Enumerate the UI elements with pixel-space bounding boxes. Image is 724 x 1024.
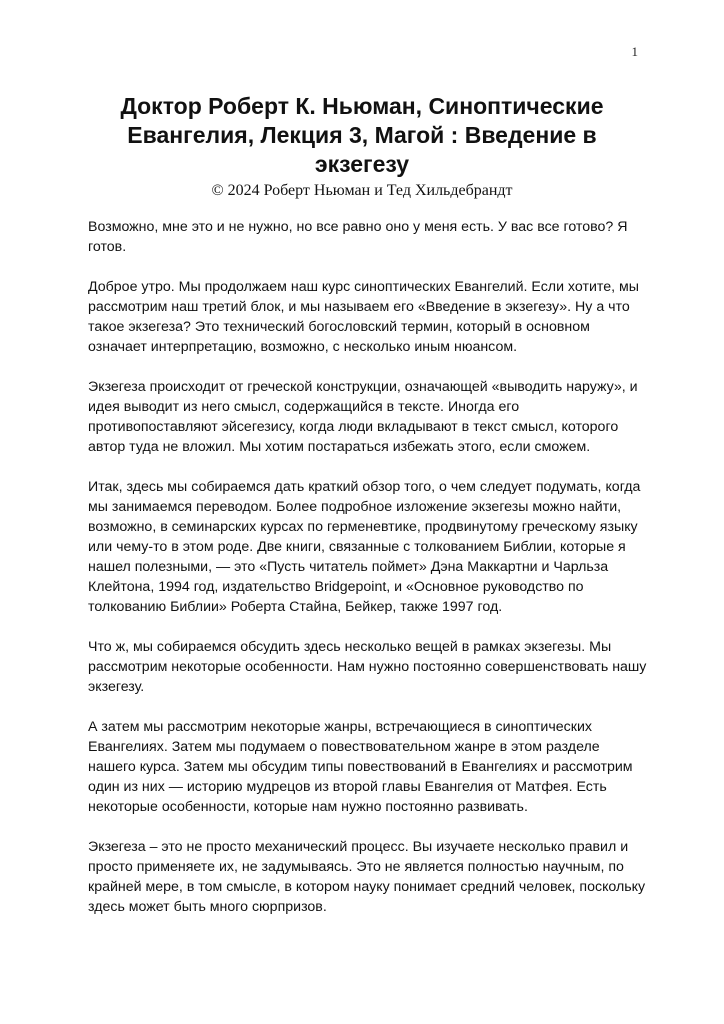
paragraph: Возможно, мне это и не нужно, но все равно оно у меня есть. У вас все готово? Я готов.	[88, 219, 628, 255]
paragraph: Экзегеза – это не просто механический процесс. Вы изучаете несколько правил и просто применяете их, не задумываясь. Это не является полностью научным, по крайней мере, в том смысле, в котором науку понимает средний человек, поскольку здесь может быть много сюрпризов.	[88, 839, 646, 915]
paragraph: Что ж, мы собираемся обсудить здесь несколько вещей в рамках экзегезы. Мы рассмотрим некоторые особенности. Нам нужно постоянно совершенствовать нашу экзегезу.	[88, 639, 647, 695]
paragraph: Экзегеза происходит от греческой конструкции, означающей «выводить наружу», и идея выводит из него смысл, содержащийся в тексте. Иногда его противопоставляют эйсегезису, когда люди вкладывают в текст смысл, которого автор туда не вложил. Мы хотим постараться избежать этого, если сможем.	[88, 379, 638, 455]
paragraph: Итак, здесь мы собираемся дать краткий обзор того, о чем следует подумать, когда мы занимаемся переводом. Более подробное изложение экзегезы можно найти, возможно, в семинарских курсах по герменевтике, продвинутому греческому языку или чему-то в этом роде. Две книги, связанные с толкованием Библии, которые я нашел полезными, — это «Пусть читатель поймет» Дэна Маккартни и Чарльза Клейтона, 1994 год, издательство Bridgepoint, и «Основное руководство по толкованию Библии» Роберта Стайна, Бейкер, также 1997 год.	[88, 479, 641, 615]
document-title: Доктор Роберт К. Ньюман, Синоптические Евангелия, Лекция 3, Магой : Введение в экзегезу	[120, 93, 604, 177]
copyright-line: © 2024 Роберт Ньюман и Тед Хильдебрандт	[211, 182, 513, 199]
paragraph: А затем мы рассмотрим некоторые жанры, встречающиеся в синоптических Евангелиях. Затем мы подумаем о повествовательном жанре в этом разделе нашего курса. Затем мы обсудим типы повествований в Евангелиях и рассмотрим один из них — историю мудрецов из второй главы Евангелия от Матфея. Есть некоторые особенности, которые нам нужно постоянно развивать.	[88, 719, 633, 815]
paragraph: Доброе утро. Мы продолжаем наш курс синоптических Евангелий. Если хотите, мы рассмотрим наш третий блок, и мы называем его «Введение в экзегезу». Ну а что такое экзегеза? Это технический богословский термин, который в основном означает интерпретацию, возможно, с несколько иным нюансом.	[88, 279, 639, 355]
page-number: 1	[631, 44, 638, 59]
document-body	[88, 217, 648, 937]
